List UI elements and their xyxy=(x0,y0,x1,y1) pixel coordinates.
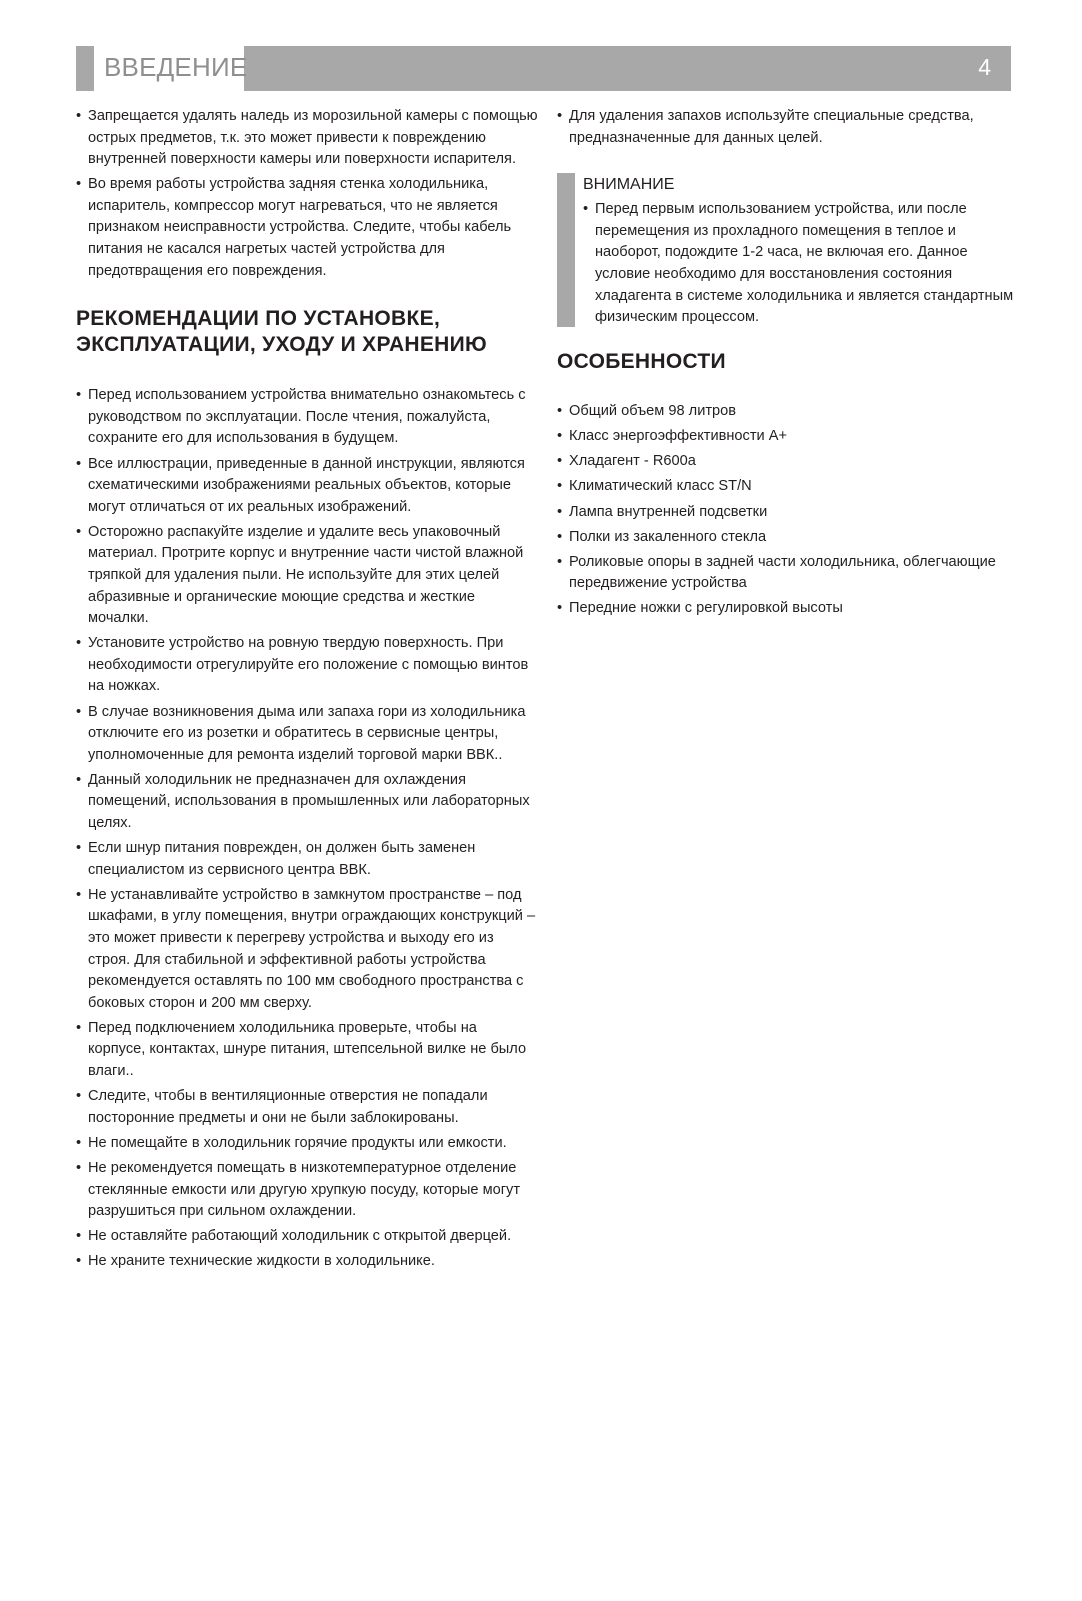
warning-list xyxy=(583,199,1015,329)
list-item: • Следите, чтобы в вентиляционные отверстия не попадали посторонние предметы и они не были заблокированы. xyxy=(76,1086,538,1129)
warning-accent-bar xyxy=(557,173,575,327)
header-title-tab xyxy=(76,46,248,91)
page-header xyxy=(76,46,1011,91)
list-item: • Для удаления запахов используйте специальные средства, предназначенные для данных целей. xyxy=(557,106,1015,149)
feature-item: • Полки из закаленного стекла xyxy=(557,527,1015,549)
warning-box xyxy=(557,173,1015,327)
right-column xyxy=(557,106,1015,624)
feature-item: • Роликовые опоры в задней части холодильника, облегчающие передвижение устройства xyxy=(557,552,1015,595)
recommendations-heading: РЕКОМЕНДАЦИИ ПО УСТАНОВКЕ, ЭКСПЛУАТАЦИИ, УХОДУ И ХРАНЕНИЮ xyxy=(76,307,487,357)
list-item: • Не помещайте в холодильник горячие продукты или емкости. xyxy=(76,1133,538,1155)
intro-list-right xyxy=(557,106,1015,149)
feature-item: • Класс энергоэффективности А+ xyxy=(557,426,1015,448)
header-accent-bar xyxy=(76,46,94,91)
list-item: • Если шнур питания поврежден, он должен быть заменен специалистом из сервисного центра ВВК. xyxy=(76,838,538,881)
feature-item: • Общий объем 98 литров xyxy=(557,401,1015,423)
page-number: 4 xyxy=(978,54,991,80)
left-column xyxy=(76,106,538,1276)
feature-item: • Передние ножки с регулировкой высоты xyxy=(557,598,1015,620)
section-title: ВВЕДЕНИЕ xyxy=(104,52,248,82)
list-item: • Перед подключением холодильника проверьте, чтобы на корпусе, контактах, шнуре питания, штепсельной вилке не было влаги.. xyxy=(76,1018,538,1083)
intro-list xyxy=(76,106,538,282)
feature-item: • Лампа внутренней подсветки xyxy=(557,502,1015,524)
features-list xyxy=(557,401,1015,620)
list-item: • Данный холодильник не предназначен для охлаждения помещений, использования в промышленных или лабораторных целях. xyxy=(76,770,538,835)
list-item: • Все иллюстрации, приведенные в данной инструкции, являются схематическими изображениями реальных объектов, которые могут отличаться от их реальных изображений. xyxy=(76,454,538,519)
list-item: • Осторожно распакуйте изделие и удалите весь упаковочный материал. Протрите корпус и внутренние части чистой влажной тряпкой для удаления пыли. Не используйте для этих целей абразивные и органические моющие средства и жесткие мочалки. xyxy=(76,522,538,630)
features-heading: ОСОБЕННОСТИ xyxy=(557,350,726,374)
list-item: • Перед использованием устройства внимательно ознакомьтесь с руководством по эксплуатации. После чтения, пожалуйста, сохраните его для использования в будущем. xyxy=(76,385,538,450)
feature-item: • Климатический класс ST/N xyxy=(557,476,1015,498)
list-item: • Не оставляйте работающий холодильник с открытой дверцей. xyxy=(76,1226,538,1248)
list-item: • Не храните технические жидкости в холодильнике. xyxy=(76,1251,538,1273)
list-item: • Установите устройство на ровную твердую поверхность. При необходимости отрегулируйте его положение с помощью винтов на ножках. xyxy=(76,633,538,698)
list-item: • Запрещается удалять наледь из морозильной камеры с помощью острых предметов, т.к. это может привести к повреждению внутренней поверхности камеры или поверхности испарителя. xyxy=(76,106,538,171)
warning-title: ВНИМАНИЕ xyxy=(583,176,675,194)
warning-text: • Перед первым использованием устройства, или после перемещения из прохладного помещения в теплое и наоборот, подождите 1-2 часа, не включая его. Данное условие необходимо для восстановления состояния хладагента в системе холодильника и является стандартным физическим процессом. xyxy=(583,199,1015,329)
feature-item: • Хладагент - R600a xyxy=(557,451,1015,473)
list-item: • Во время работы устройства задняя стенка холодильника, испаритель, компрессор могут нагреваться, что не является признаком неисправности устройства. Следите, чтобы кабель питания не касался нагретых частей устройства для предотвращения его повреждения. xyxy=(76,174,538,282)
list-item: • Не устанавливайте устройство в замкнутом пространстве – под шкафами, в углу помещения, внутри ограждающих конструкций – это может привести к перегреву устройства и выходу его из строя. Для стабильной и эффективной работы устройства рекомендуется оставлять по 100 мм свободного пространства с боковых сторон и 200 мм сверху. xyxy=(76,885,538,1015)
recommendations-list xyxy=(76,385,538,1273)
list-item: • Не рекомендуется помещать в низкотемпературное отделение стеклянные емкости или другую хрупкую посуду, которые могут разрушиться при сильном охлаждении. xyxy=(76,1158,538,1223)
list-item: • В случае возникновения дыма или запаха гори из холодильника отключите его из розетки и обратитесь в сервисные центры, уполномоченные для ремонта изделий торговой марки ВВК.. xyxy=(76,702,538,767)
